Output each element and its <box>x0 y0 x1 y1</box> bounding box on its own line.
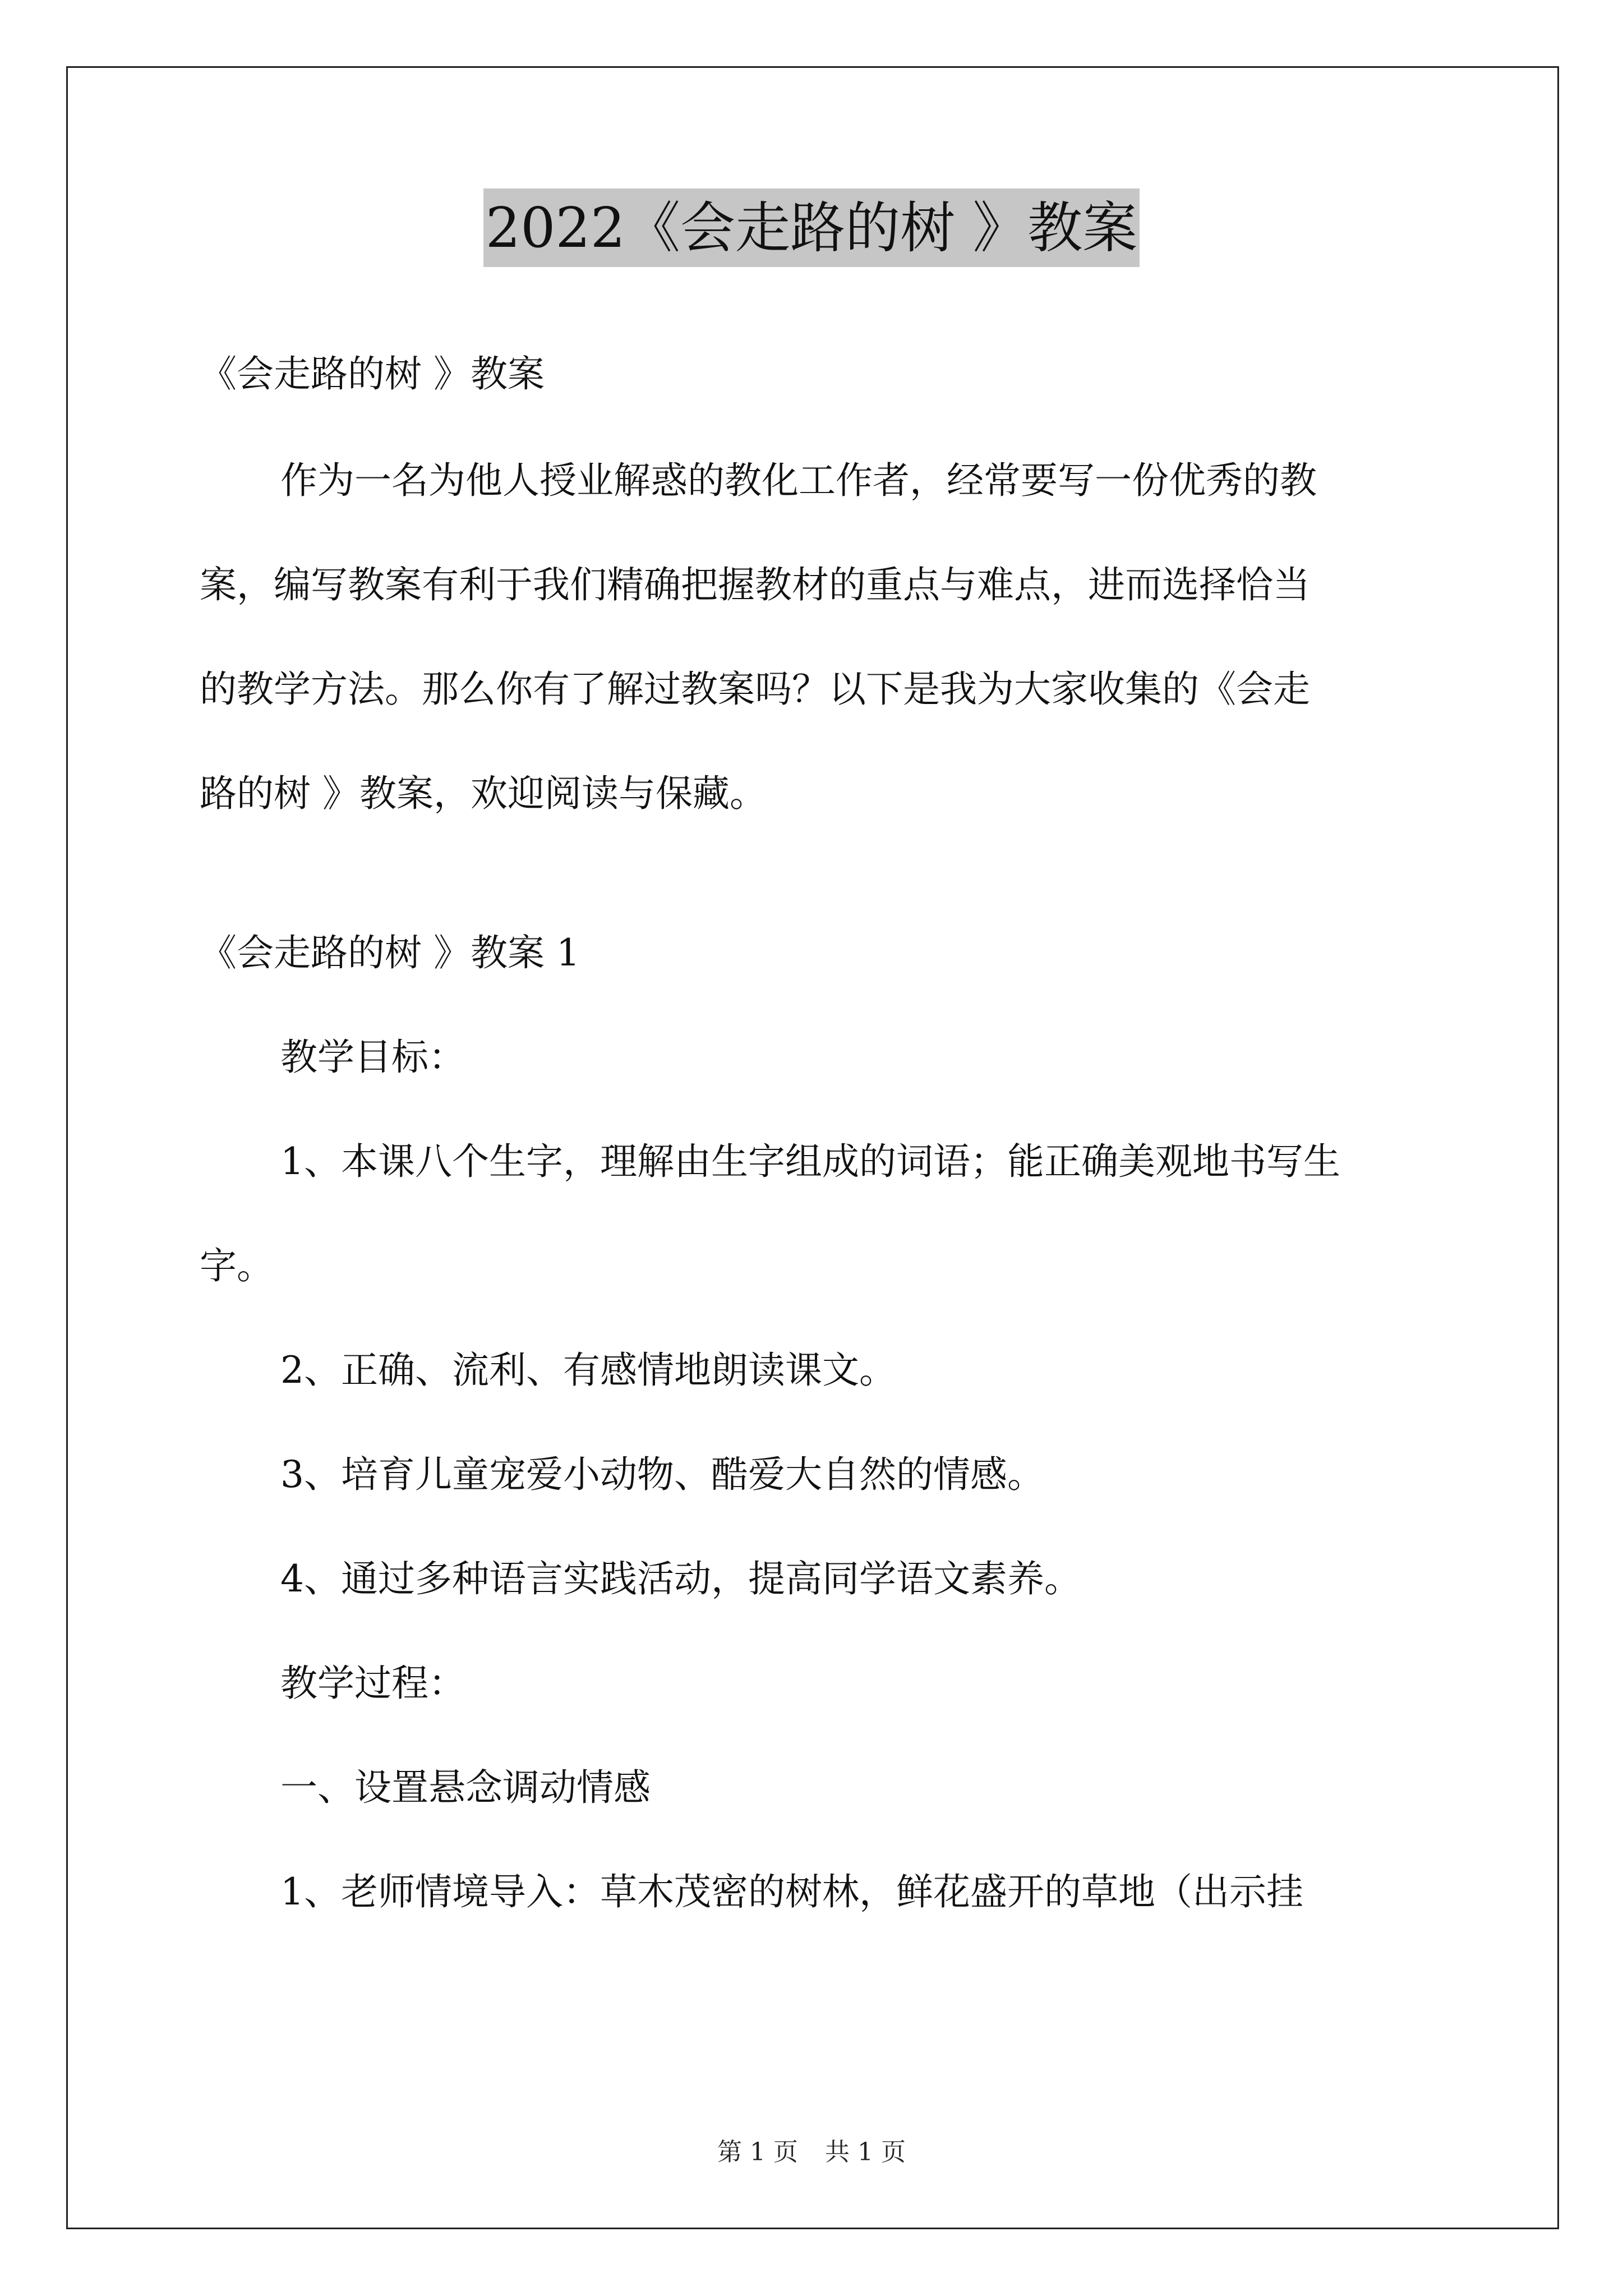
intro-line: 案，编写教案有利于我们精确把握教材的重点与难点，进而选择恰当 <box>200 563 1310 606</box>
page-footer <box>0 2140 1623 2165</box>
page-number: 第 1 页 <box>717 2138 798 2166</box>
goal-4: 4、通过多种语言实践活动，提高同学语文素养。 <box>280 1557 1081 1600</box>
intro-paragraph <box>200 454 1433 820</box>
goal-3: 3、培育儿童宠爱小动物、酷爱大自然的情感。 <box>280 1453 1044 1496</box>
step-1-heading: 一、设置悬念调动情感 <box>280 1766 651 1809</box>
page-total: 共 1 页 <box>825 2138 906 2166</box>
goals-heading: 教学目标： <box>280 1036 465 1079</box>
document-title <box>0 196 1623 260</box>
section-heading: 《会走路的树 》教案 1 <box>200 931 580 974</box>
goal-2: 2、正确、流利、有感情地朗读课文。 <box>280 1349 896 1392</box>
goal-1-paragraph <box>200 1135 1433 1292</box>
goal-1-line: 1、本课八个生字，理解由生字组成的词语；能正确美观地书写生 <box>280 1140 1340 1183</box>
step-1-item-1: 1、老师情境导入：草木茂密的树林，鲜花盛开的草地（出示挂 <box>280 1870 1303 1913</box>
document-title-text: 2022《会走路的树 》教案 <box>483 188 1140 267</box>
intro-line: 的教学方法。那么你有了解过教案吗？以下是我为大家收集的《会走 <box>200 668 1310 711</box>
intro-line: 作为一名为他人授业解惑的教化工作者，经常要写一份优秀的教 <box>280 459 1317 502</box>
goal-1-line: 字。 <box>200 1244 274 1287</box>
document-body <box>200 348 1433 1918</box>
process-heading: 教学过程： <box>280 1662 465 1705</box>
document-subtitle: 《会走路的树 》教案 <box>200 352 545 395</box>
intro-line: 路的树 》教案，欢迎阅读与保藏。 <box>200 772 767 815</box>
